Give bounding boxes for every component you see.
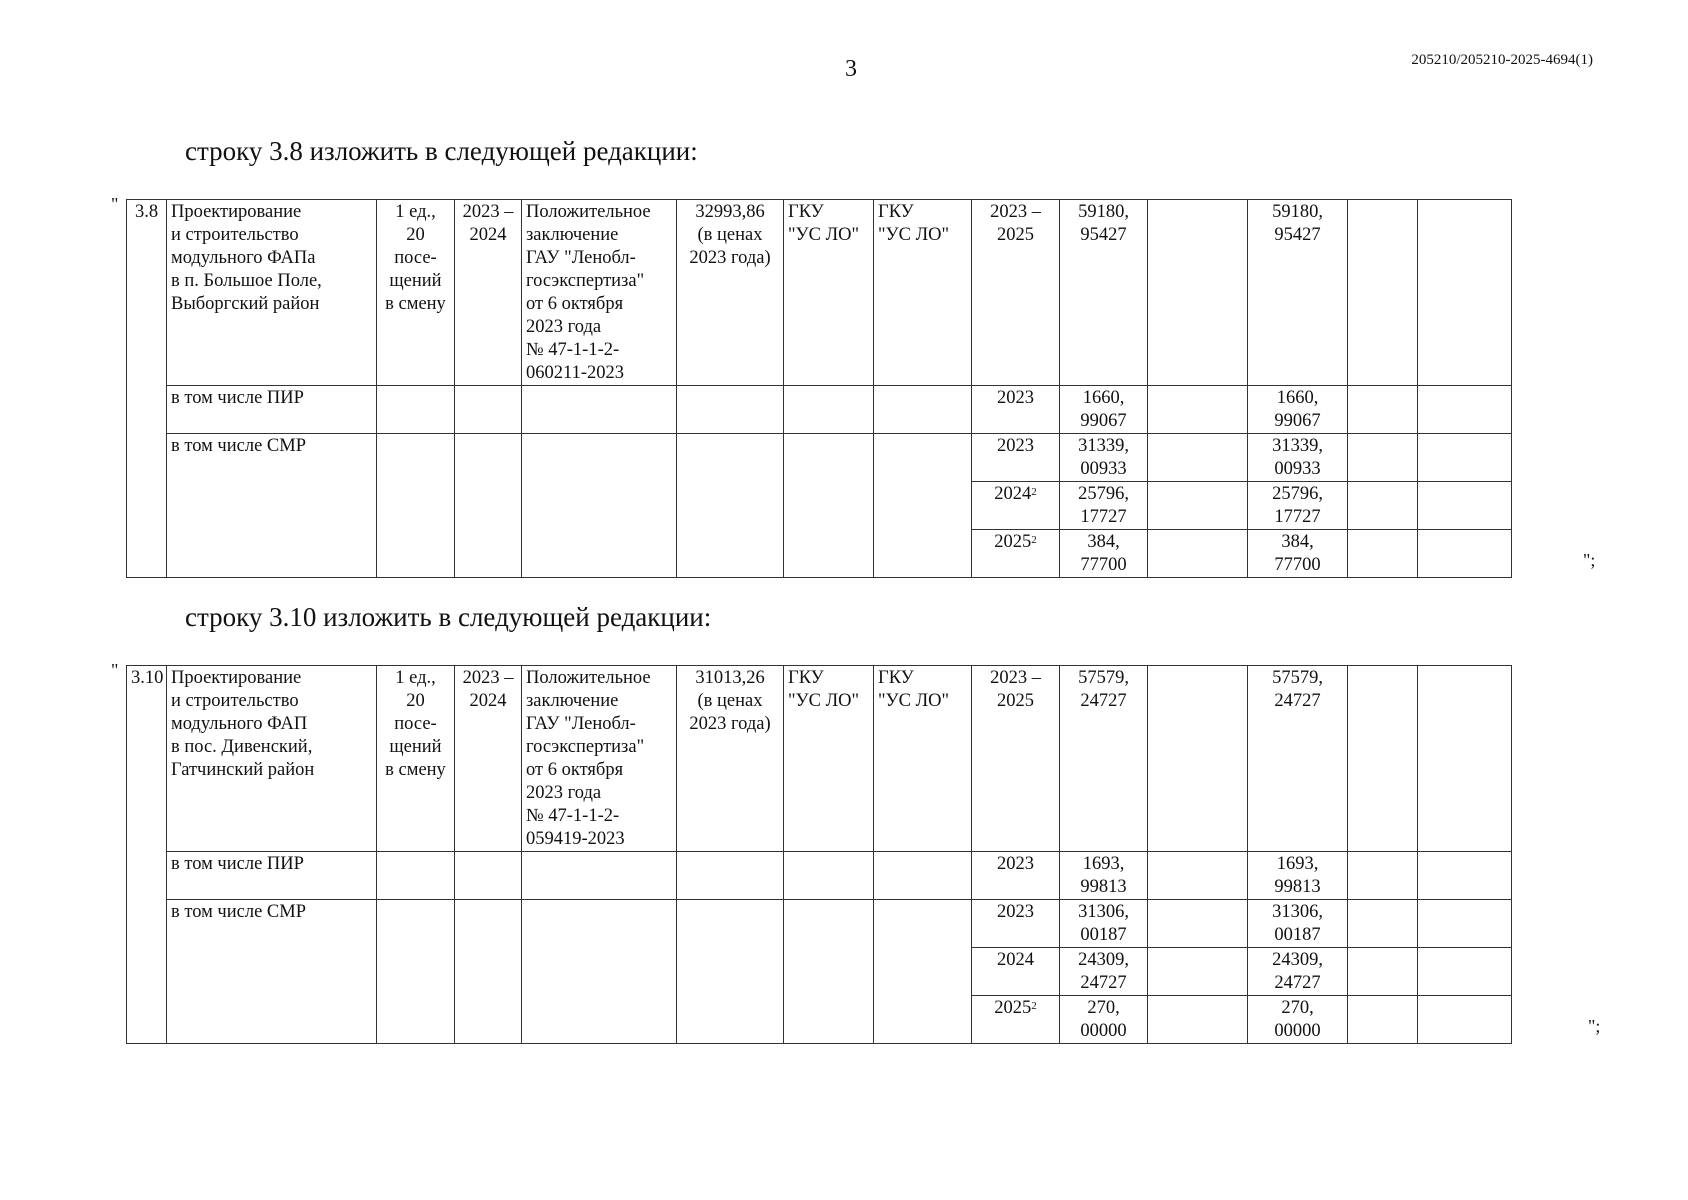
empty-cell [455,900,522,1044]
footnote-marker: 2 [1031,486,1037,498]
table-row [127,386,1512,434]
empty-cell [1348,852,1418,900]
document-id: 205210/205210-2025-4694(1) [1411,52,1593,68]
empty-cell [677,386,784,434]
customer-cell: ГКУ "УС ЛО" [784,200,874,386]
empty-cell [377,434,455,578]
total-cell: 384, 77700 [1060,530,1148,578]
empty-cell [1148,666,1248,852]
year-cell: 2023 [972,900,1060,948]
empty-cell [455,852,522,900]
object-name-cell: Проектирование и строительство модульного ФАП в пос. Дивенский, Гатчинский район [167,666,377,852]
empty-cell [784,852,874,900]
developer-cell: ГКУ "УС ЛО" [874,200,972,386]
regional-cell: 59180, 95427 [1248,200,1348,386]
empty-cell [784,900,874,1044]
capacity-cell: 1 ед., 20 посе- щений в смену [377,666,455,852]
cost-cell: 31013,26 (в ценах 2023 года) [677,666,784,852]
empty-cell [377,900,455,1044]
empty-cell [1348,386,1418,434]
empty-cell [522,434,677,578]
empty-cell [677,852,784,900]
empty-cell [1148,948,1248,996]
empty-cell [455,386,522,434]
regional-cell: 31306, 00187 [1248,900,1348,948]
table-row-3-10 [126,665,1512,1044]
total-cell: 31339, 00933 [1060,434,1148,482]
row-number-cell: 3.8 [127,200,167,578]
years-cell: 2023 – 2025 [972,666,1060,852]
empty-cell [1418,666,1512,852]
row-number-cell: 3.10 [127,666,167,1044]
empty-cell [377,852,455,900]
table-row-3-8 [126,199,1512,578]
section-heading-3-8: строку 3.8 изложить в следующей редакции: [185,136,698,166]
empty-cell [522,386,677,434]
empty-cell [1148,530,1248,578]
pir-label-cell: в том числе ПИР [167,386,377,434]
section-heading-3-10: строку 3.10 изложить в следующей редакции: [185,602,712,632]
empty-cell [1148,900,1248,948]
empty-cell [1418,852,1512,900]
expert-conclusion-cell: Положительное заключение ГАУ "Ленобл- госэкспертиза" от 6 октября 2023 года № 47-1-1-2- 059419-2023 [522,666,677,852]
object-name-cell: Проектирование и строительство модульного ФАПа в п. Большое Поле, Выборгский район [167,200,377,386]
empty-cell [1418,200,1512,386]
total-cell: 31306, 00187 [1060,900,1148,948]
empty-cell [1348,948,1418,996]
empty-cell [1148,386,1248,434]
close-quote: "; [1583,550,1596,570]
empty-cell [874,852,972,900]
empty-cell [874,434,972,578]
expert-conclusion-cell: Положительное заключение ГАУ "Ленобл- госэкспертиза" от 6 октября 2023 года № 47-1-1-2- 060211-2023 [522,200,677,386]
empty-cell [784,386,874,434]
empty-cell [1148,996,1248,1044]
open-quote: " [111,194,119,214]
page-number: 3 [845,56,857,82]
empty-cell [677,900,784,1044]
regional-cell: 270, 00000 [1248,996,1348,1044]
empty-cell [1148,482,1248,530]
developer-cell: ГКУ "УС ЛО" [874,666,972,852]
empty-cell [1418,386,1512,434]
period-cell: 2023 – 2024 [455,666,522,852]
cost-cell: 32993,86 (в ценах 2023 года) [677,200,784,386]
empty-cell [522,900,677,1044]
total-cell: 270, 00000 [1060,996,1148,1044]
smr-label-cell: в том числе СМР [167,434,377,578]
smr-label-cell: в том числе СМР [167,900,377,1044]
regional-cell: 31339, 00933 [1248,434,1348,482]
empty-cell [784,434,874,578]
year-cell: 2024$^2$ [972,482,1060,530]
capacity-cell: 1 ед., 20 посе- щений в смену [377,200,455,386]
empty-cell [1418,996,1512,1044]
empty-cell [1418,482,1512,530]
total-cell: 25796, 17727 [1060,482,1148,530]
empty-cell [1418,948,1512,996]
pir-label-cell: в том числе ПИР [167,852,377,900]
empty-cell [377,386,455,434]
table-row [127,434,1512,482]
regional-cell: 24309, 24727 [1248,948,1348,996]
table-row [127,666,1512,852]
regional-cell: 57579, 24727 [1248,666,1348,852]
regional-cell: 384, 77700 [1248,530,1348,578]
empty-cell [1418,530,1512,578]
empty-cell [1348,200,1418,386]
period-cell: 2023 – 2024 [455,200,522,386]
empty-cell [874,900,972,1044]
close-quote: "; [1588,1016,1601,1036]
year-cell: 2024 [972,948,1060,996]
empty-cell [455,434,522,578]
year-cell: 2023 [972,434,1060,482]
empty-cell [1418,434,1512,482]
empty-cell [1148,852,1248,900]
total-cell: 59180, 95427 [1060,200,1148,386]
open-quote: " [111,660,119,680]
empty-cell [1348,530,1418,578]
empty-cell [1348,900,1418,948]
years-cell: 2023 – 2025 [972,200,1060,386]
empty-cell [1348,482,1418,530]
empty-cell [874,386,972,434]
footnote-marker: 2 [1031,1000,1037,1012]
empty-cell [1348,996,1418,1044]
empty-cell [1148,200,1248,386]
customer-cell: ГКУ "УС ЛО" [784,666,874,852]
empty-cell [1348,434,1418,482]
year-cell: 2025$^2$ [972,996,1060,1044]
empty-cell [677,434,784,578]
empty-cell [1348,666,1418,852]
year-cell: 2025$^2$ [972,530,1060,578]
table-row [127,852,1512,900]
regional-cell: 1660, 99067 [1248,386,1348,434]
total-cell: 57579, 24727 [1060,666,1148,852]
regional-cell: 1693, 99813 [1248,852,1348,900]
empty-cell [522,852,677,900]
year-cell: 2023 [972,852,1060,900]
footnote-marker: 2 [1031,534,1037,546]
total-cell: 1660, 99067 [1060,386,1148,434]
regional-cell: 25796, 17727 [1248,482,1348,530]
year-cell: 2023 [972,386,1060,434]
total-cell: 1693, 99813 [1060,852,1148,900]
total-cell: 24309, 24727 [1060,948,1148,996]
table-row [127,900,1512,948]
table-row [127,200,1512,386]
empty-cell [1418,900,1512,948]
empty-cell [1148,434,1248,482]
